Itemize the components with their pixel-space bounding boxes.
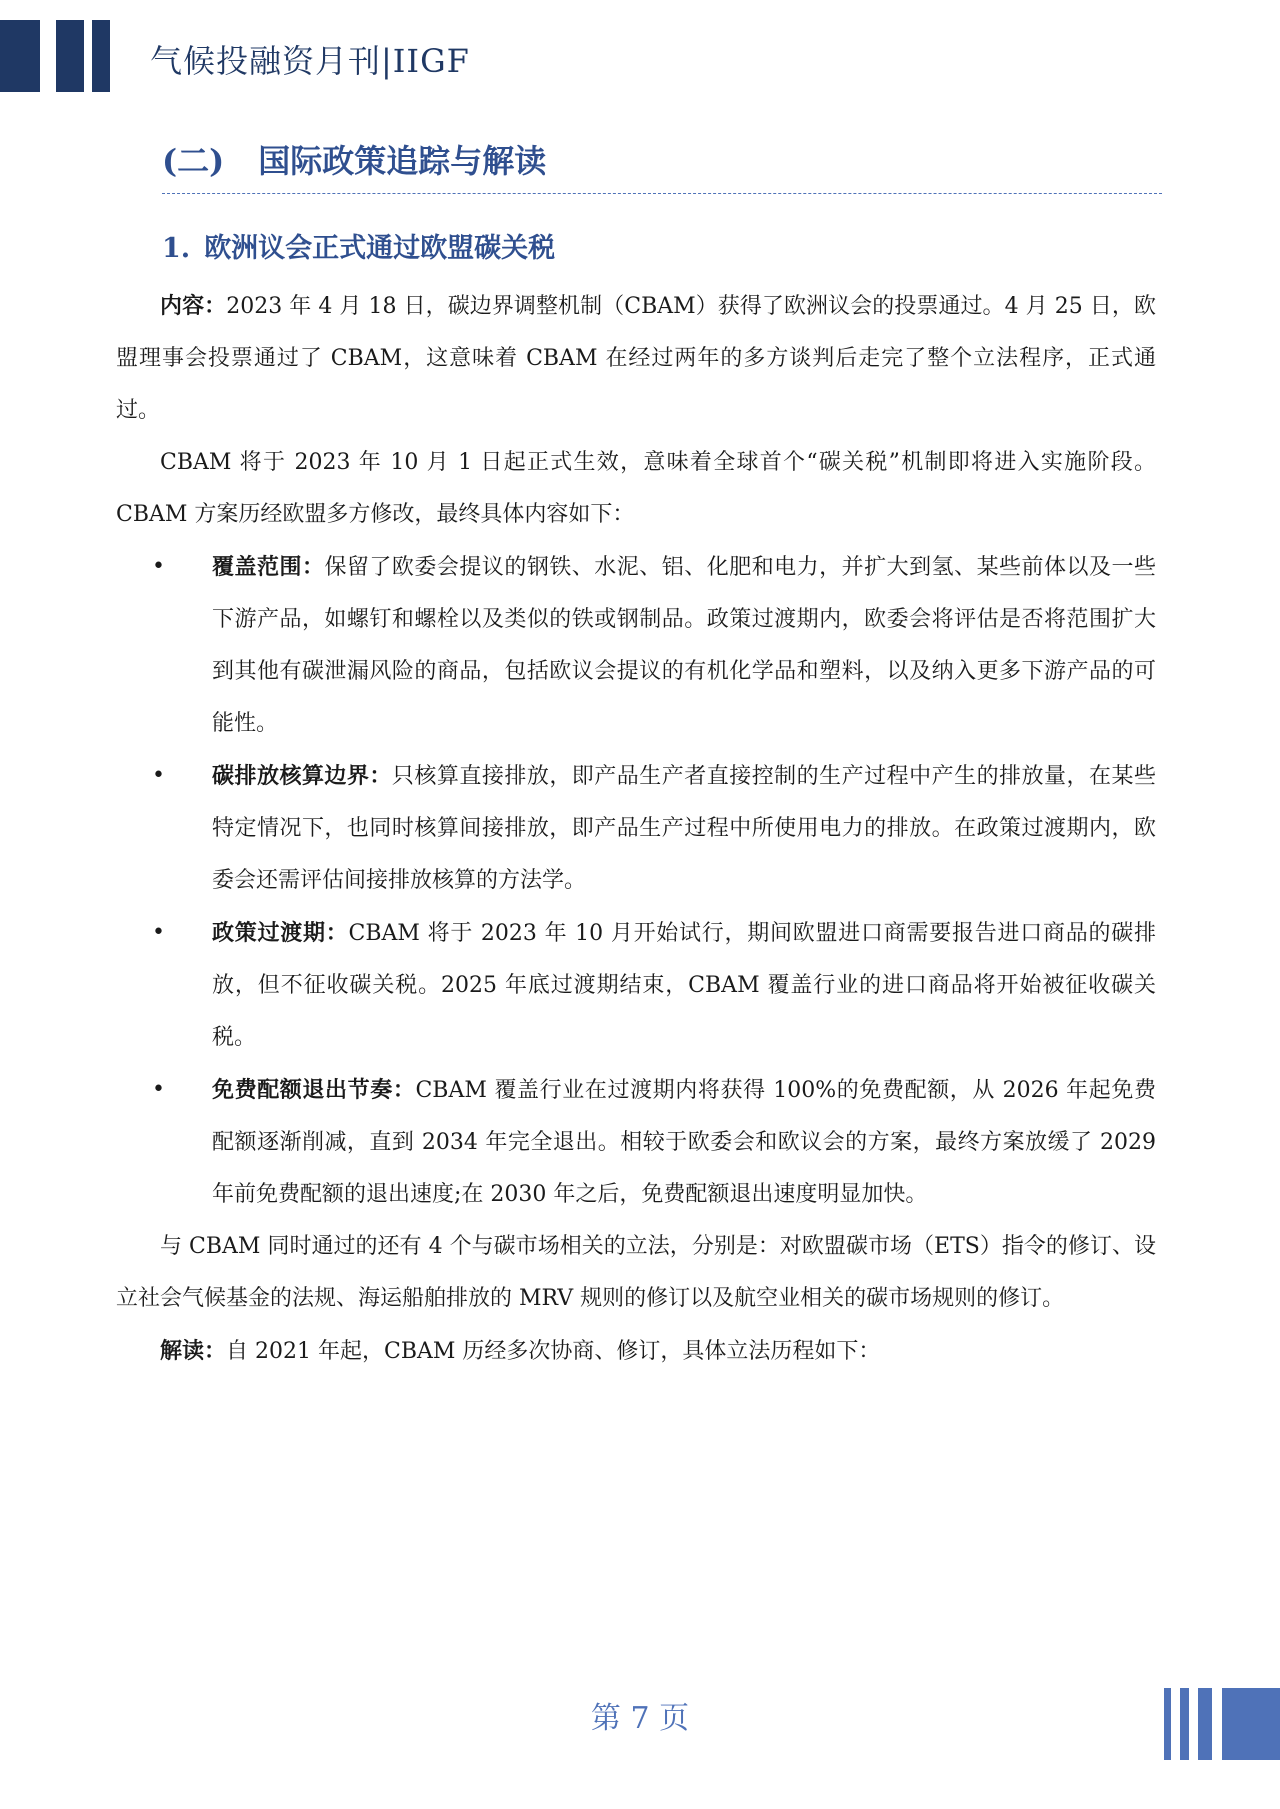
section-number: (二) [162,142,225,180]
list-item-text: CBAM 覆盖行业在过渡期内将获得 100%的免费配额，从 2026 年起免费配额逐渐削减，直到 2034 年完全退出。相较于欧委会和欧议会的方案，最终方案放缓了 2029 年前免费配额的退出速度;在 2030 年之后，免费配额退出速度明显加快。 [212,1078,1156,1207]
paragraph-interpretation [116,1325,1156,1378]
subsection-title: 欧洲议会正式通过欧盟碳关税 [204,233,556,264]
list-item-label: 覆盖范围： [212,554,325,580]
list-item-text: 只核算直接排放，即产品生产者直接控制的生产过程中产生的排放量，在某些特定情况下，也同时核算间接排放，即产品生产过程中所使用电力的排放。在政策过渡期内，欧委会还需评估间接排放核算的方法学。 [212,764,1156,893]
footer-bar-3 [1198,1688,1212,1760]
paragraph-intro [116,437,1156,541]
list-item-free-allowance [152,1064,1156,1221]
list-item-accounting-boundary [152,750,1156,907]
header-bar-2 [56,20,84,92]
page-number: 第 7 页 [590,1701,690,1736]
section-heading [162,136,546,182]
header-bar-1 [0,20,40,92]
publication-title: 气候投融资月刊|IIGF [150,42,470,80]
footer-bar-4 [1222,1688,1280,1760]
section-title: 国际政策追踪与解读 [258,142,547,180]
paragraph-text: 与 CBAM 同时通过的还有 4 个与碳市场相关的立法，分别是：对欧盟碳市场（ETS）指令的修订、设立社会气候基金的法规、海运船舶排放的 MRV 规则的修订以及航空业相关的碳市场规则的修订。 [116,1234,1156,1311]
paragraph-content [116,280,1156,437]
paragraph-text: 2023 年 4 月 18 日，碳边界调整机制（CBAM）获得了欧洲议会的投票通过。4 月 25 日，欧盟理事会投票通过了 CBAM，这意味着 CBAM 在经过两年的多方谈判后走完了整个立法程序，正式通过。 [116,294,1156,423]
bullet-icon: • [152,1077,165,1102]
article-body [116,280,1156,1378]
list-item-text: CBAM 将于 2023 年 10 月开始试行，期间欧盟进口商需要报告进口商品的碳排放，但不征收碳关税。2025 年底过渡期结束，CBAM 覆盖行业的进口商品将开始被征收碳关税。 [212,921,1156,1050]
list-item-label: 碳排放核算边界： [212,763,392,789]
list-item-coverage [152,541,1156,750]
list-item-label: 政策过渡期： [212,920,349,946]
paragraph-text: CBAM 将于 2023 年 10 月 1 日起正式生效，意味着全球首个“碳关税”机制即将进入实施阶段。CBAM 方案历经欧盟多方修改，最终具体内容如下： [116,450,1156,527]
interpretation-label: 解读： [160,1338,227,1364]
cbam-details-list [116,541,1156,1221]
footer-bar-1 [1164,1688,1171,1760]
list-item-transition-period [152,907,1156,1064]
paragraph-related-legislation [116,1221,1156,1325]
section-divider [162,193,1162,194]
bullet-icon: • [152,920,165,945]
paragraph-text: 自 2021 年起，CBAM 历经多次协商、修订，具体立法历程如下： [226,1339,881,1364]
header-bar-3 [92,20,110,92]
footer-bar-2 [1180,1688,1189,1760]
bullet-icon: • [152,763,165,788]
subsection-number: 1. [162,233,191,264]
list-item-label: 免费配额退出节奏： [212,1077,416,1103]
bullet-icon: • [152,554,165,579]
list-item-text: 保留了欧委会提议的钢铁、水泥、铝、化肥和电力，并扩大到氢、某些前体以及一些下游产品，如螺钉和螺栓以及类似的铁或钢制品。政策过渡期内，欧委会将评估是否将范围扩大到其他有碳泄漏风险的商品，包括欧议会提议的有机化学品和塑料，以及纳入更多下游产品的可能性。 [212,555,1156,736]
subsection-heading [162,226,555,265]
content-label: 内容： [160,293,227,319]
